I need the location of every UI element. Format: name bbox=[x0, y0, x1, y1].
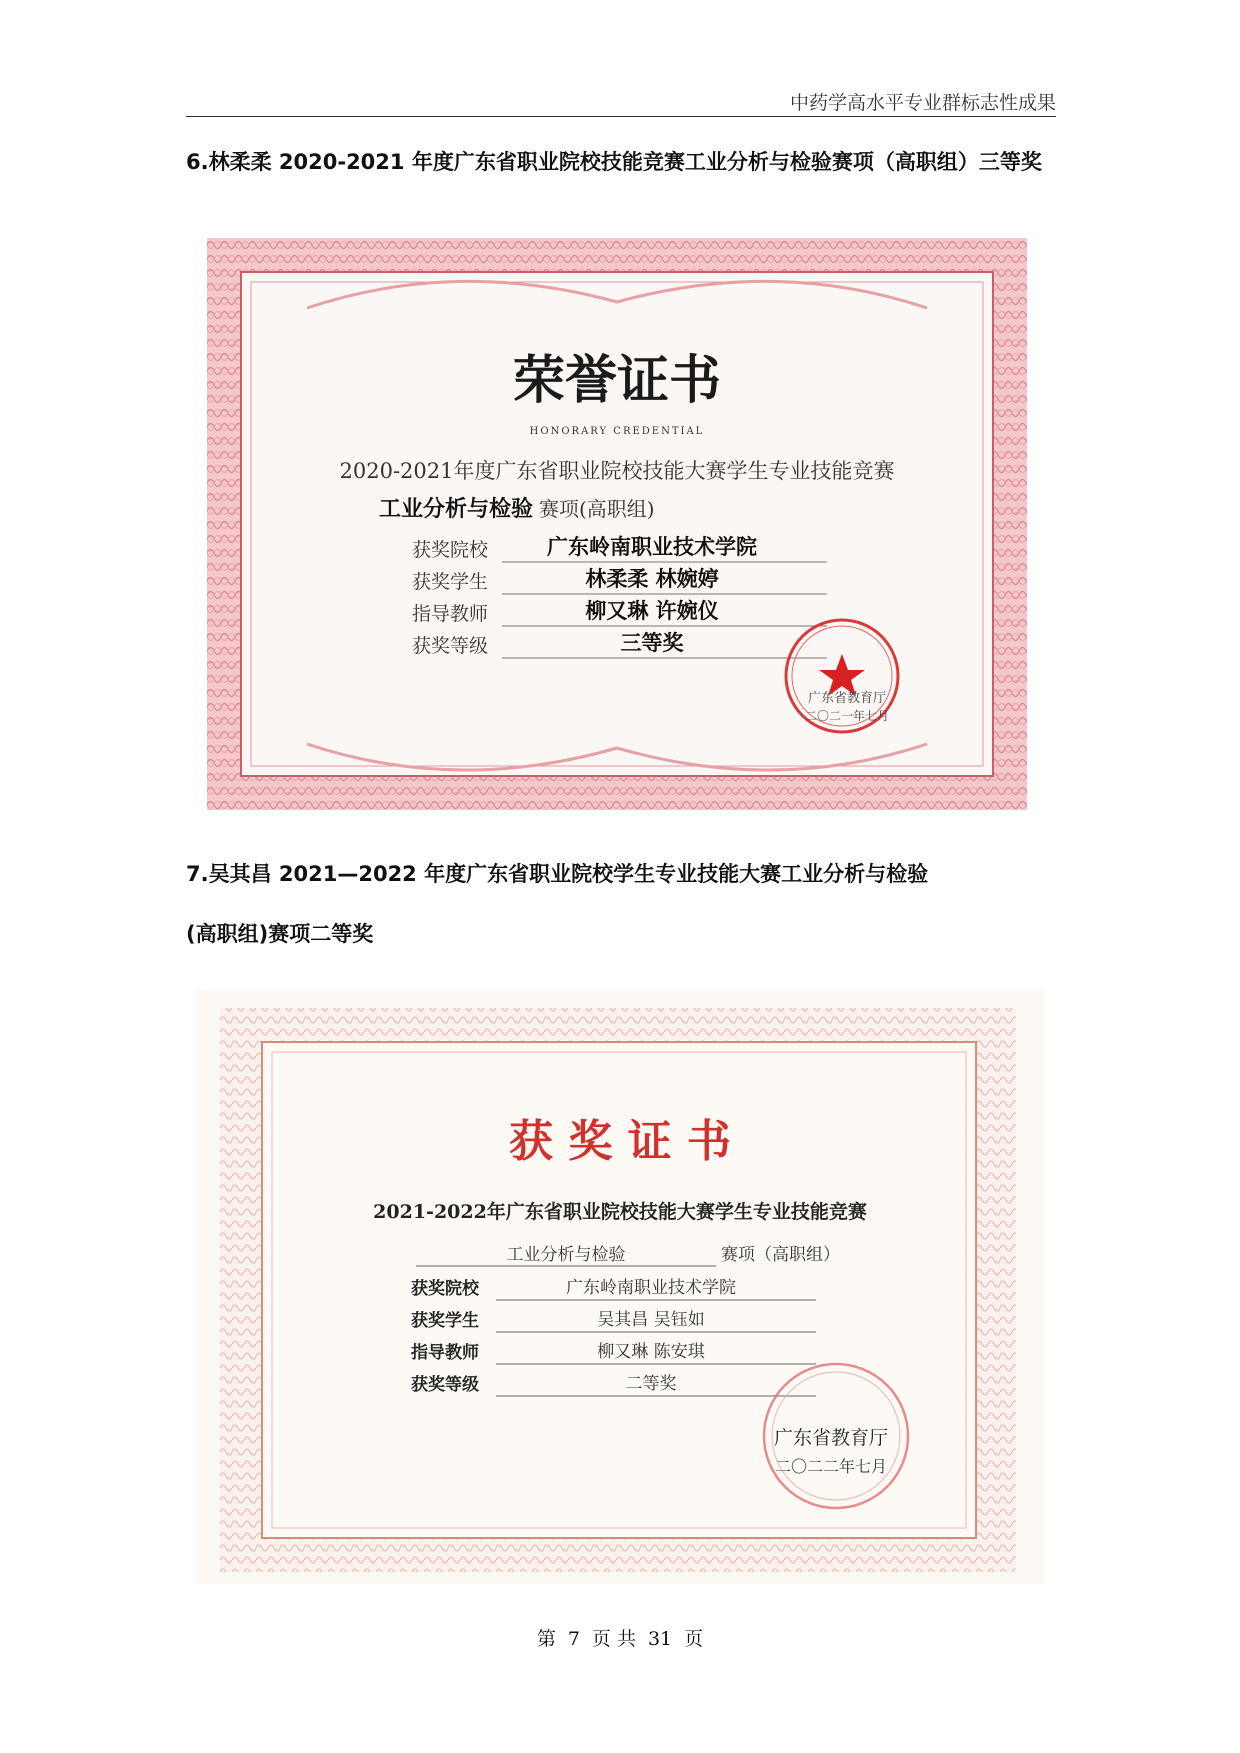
footer-prefix: 第 bbox=[536, 1628, 556, 1650]
cert1-issuer: 广东省教育厅 bbox=[807, 691, 887, 706]
cert2-row-value: 吴其昌 吴钰如 bbox=[597, 1310, 705, 1330]
cert1-row-value: 三等奖 bbox=[620, 630, 684, 655]
page-header bbox=[186, 86, 1056, 117]
cert2-issuer: 广东省教育厅 bbox=[773, 1427, 889, 1449]
cert2-event-name: 工业分析与检验 bbox=[506, 1245, 626, 1265]
cert1-row-label: 指导教师 bbox=[412, 603, 489, 625]
cert1-row-value: 柳又琳 许婉仪 bbox=[585, 598, 719, 623]
footer-mid: 页 共 bbox=[591, 1628, 636, 1650]
cert1-event-suffix: 赛项(高职组) bbox=[539, 497, 655, 521]
cert1-row-label: 获奖等级 bbox=[412, 635, 489, 657]
certificate-1-image bbox=[207, 238, 1027, 810]
cert2-title: 获 奖 证 书 bbox=[509, 1116, 731, 1167]
cert1-row-label: 获奖院校 bbox=[412, 539, 489, 561]
cert1-row-value: 林柔柔 林婉婷 bbox=[585, 566, 719, 591]
item-6-heading: 6.林柔柔 2020-2021 年度广东省职业院校技能竞赛工业分析与检验赛项（高职组）三等奖 bbox=[186, 150, 1042, 174]
cert1-date: 二〇二一年七月 bbox=[804, 709, 890, 723]
cert2-row-label: 获奖学生 bbox=[411, 1311, 479, 1331]
cert1-event-name: 工业分析与检验 bbox=[378, 496, 533, 522]
cert2-row-label: 指导教师 bbox=[411, 1343, 479, 1363]
cert1-title: 荣誉证书 bbox=[512, 350, 722, 411]
cert2-date: 二〇二二年七月 bbox=[774, 1457, 888, 1476]
cert2-row-label: 获奖等级 bbox=[411, 1375, 479, 1395]
footer-suffix: 页 bbox=[684, 1628, 704, 1650]
cert2-row-value: 广东岭南职业技术学院 bbox=[566, 1278, 736, 1298]
cert1-subtitle-en: HONORARY CREDENTIAL bbox=[529, 426, 705, 437]
page-footer bbox=[0, 1624, 1240, 1651]
cert2-row-value: 柳又琳 陈安琪 bbox=[597, 1342, 705, 1362]
cert2-event-suffix: 赛项（高职组） bbox=[721, 1245, 840, 1265]
cert1-row-value: 广东岭南职业技术学院 bbox=[547, 534, 757, 559]
header-title: 中药学高水平专业群标志性成果 bbox=[789, 92, 1056, 114]
cert2-row-value: 二等奖 bbox=[625, 1374, 677, 1394]
footer-page-number: 7 bbox=[567, 1628, 580, 1650]
item-7-heading-line2: (高职组)赛项二等奖 bbox=[186, 922, 374, 946]
cert2-row-label: 获奖院校 bbox=[411, 1279, 479, 1299]
item-7-heading-line1: 7.吴其昌 2021—2022 年度广东省职业院校学生专业技能大赛工业分析与检验 bbox=[186, 862, 929, 886]
footer-total-pages: 31 bbox=[647, 1628, 673, 1650]
cert1-row-label: 获奖学生 bbox=[412, 571, 489, 593]
cert2-competition: 2021-2022年广东省职业院校技能大赛学生专业技能竞赛 bbox=[373, 1201, 867, 1223]
certificate-2-image bbox=[196, 990, 1044, 1584]
cert1-competition: 2020-2021年度广东省职业院校技能大赛学生专业技能竞赛 bbox=[339, 459, 895, 483]
